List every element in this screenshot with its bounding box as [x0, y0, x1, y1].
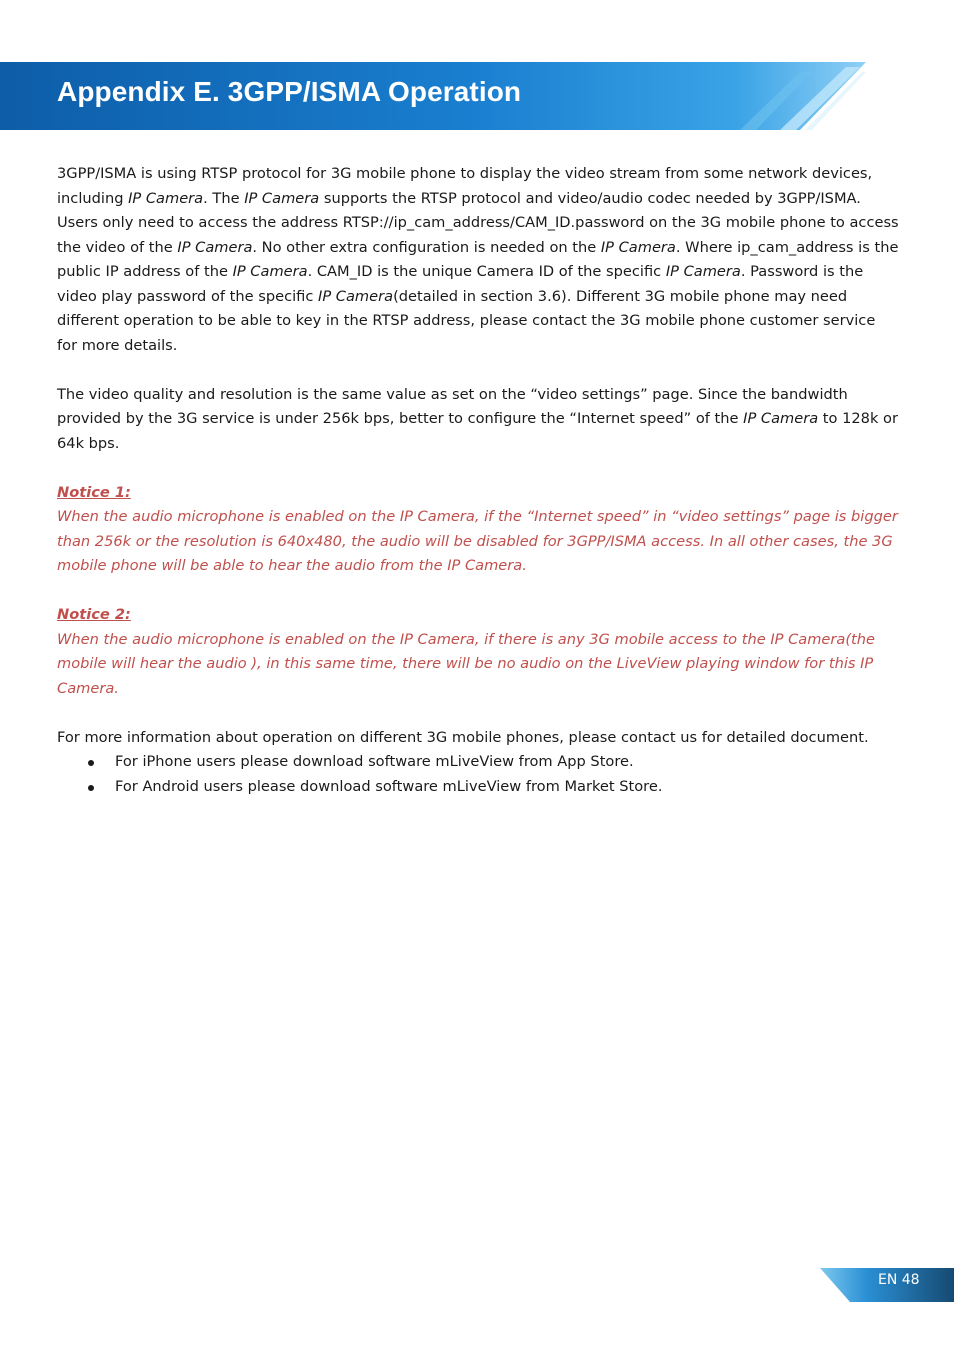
notice-1	[57, 481, 899, 579]
bullet-icon	[88, 785, 94, 791]
bullet-icon	[88, 760, 94, 766]
notice-1-title: Notice 1:	[57, 483, 131, 501]
notice-1-text: When the audio microphone is enabled on the IP Camera, if the “Internet speed” in “video settings” page is bigger than 256k or the resolution is 640x480, the audio will be disabled for 3GPP/ISMA access. In all other cases, the 3G mobile phone will be able to hear the audio from the IP Camera.	[57, 508, 898, 574]
video-quality-paragraph: The video quality and resolution is the same value as set on the “video settings” page. Since the bandwidth provided by the 3G service is under 256k bps, better to configure the “Internet speed” of the IP Camera to 128k or 64k bps.	[57, 385, 898, 452]
notice-2	[57, 603, 899, 701]
list-item: For Android users please download software mLiveView from Market Store.	[57, 775, 899, 800]
download-list	[57, 750, 899, 799]
list-item: For iPhone users please download software mLiveView from App Store.	[57, 750, 899, 775]
intro-paragraph: 3GPP/ISMA is using RTSP protocol for 3G mobile phone to display the video stream from some network devices, including IP Camera. The IP Camera supports the RTSP protocol and video/audio codec needed by 3GPP/ISMA. Users only need to access the address RTSP://ip_cam_address/CAM_ID.password on the 3G mobile phone to access the video of the IP Camera. No other extra configuration is needed on the IP Camera. Where ip_cam_address is the public IP address of the IP Camera. CAM_ID is the unique Camera ID of the specific IP Camera. Password is the video play password of the specific IP Camera(detailed in section 3.6). Different 3G mobile phone may need different operation to be able to key in the RTSP address, please contact the 3G mobile phone customer service for more details.	[57, 165, 899, 354]
notice-2-text: When the audio microphone is enabled on the IP Camera, if there is any 3G mobile access to the IP Camera(the mobile will hear the audio ), in this same time, there will be no audio on the LiveView playing window for this IP Camera.	[57, 630, 875, 697]
notice-2-title: Notice 2:	[57, 606, 131, 623]
page-number: EN 48	[878, 1272, 920, 1288]
page-content	[57, 162, 899, 799]
page-title: Appendix E. 3GPP/ISMA Operation	[57, 76, 522, 107]
more-info-paragraph: For more information about operation on different 3G mobile phones, please contact us for detailed document.	[57, 728, 869, 746]
